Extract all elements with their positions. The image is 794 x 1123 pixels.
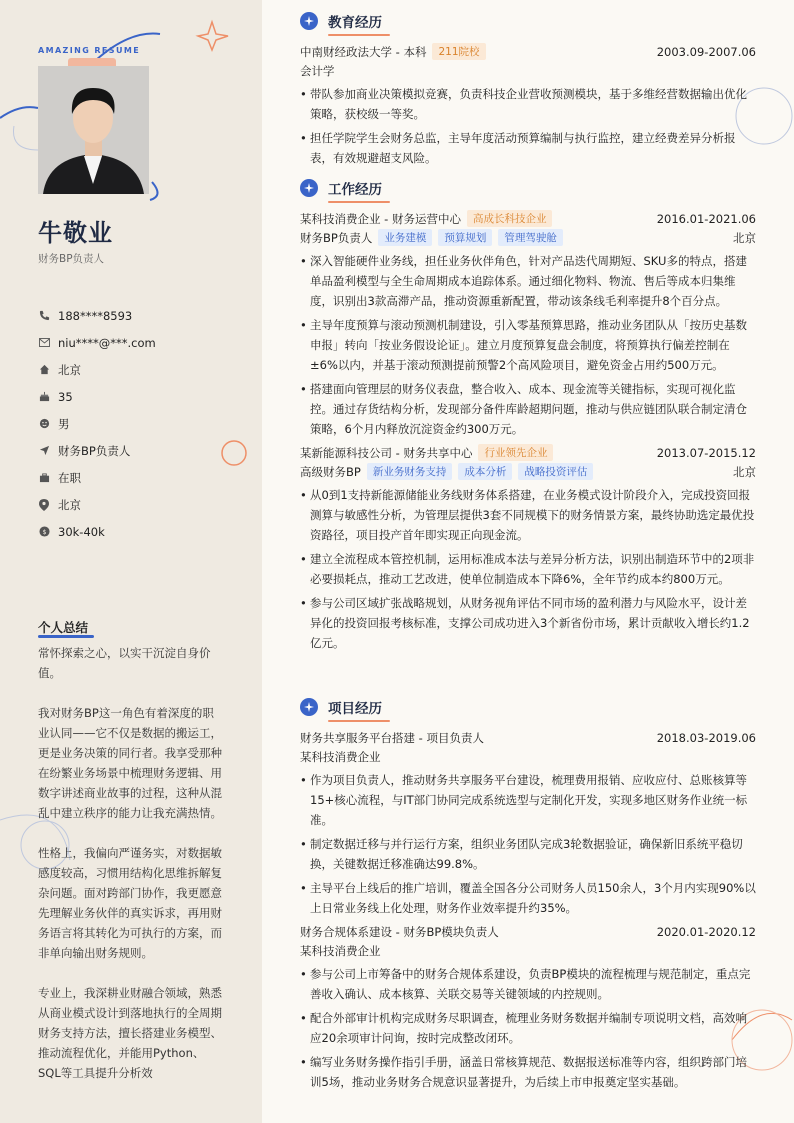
- email-icon: [38, 337, 50, 349]
- project-org: 某科技消费企业: [300, 749, 381, 764]
- location-text: 北京: [58, 497, 81, 512]
- skill-tag: 预算规划: [438, 229, 492, 246]
- bullet-item: • 搭建面向管理层的财务仪表盘，整合收入、成本、现金流等关键指标，实现可视化监控。通过存货结构分析，发现部分备件库龄超期问题，推动与供应链团队联合制定清仓策略，6个月内释放沉淀资金约300万元。: [300, 379, 756, 439]
- summary-heading: 个人总结: [38, 620, 89, 635]
- work-section: [300, 177, 756, 653]
- job-city: 北京: [733, 464, 756, 479]
- info-age: [38, 383, 156, 410]
- education-row: [300, 42, 756, 61]
- info-email: [38, 329, 156, 356]
- education-section: [300, 10, 756, 168]
- email-text: niu****@***.com: [58, 335, 156, 350]
- avatar: [38, 66, 149, 194]
- bullet-item: • 建立全流程成本管控机制，运用标准成本法与差异分析方法，识别出制造环节中的2项非必要损耗点，推动工艺改进，使单位制造成本下降6%，全年节约成本约800万元。: [300, 549, 756, 589]
- brand-label: AMAZING RESUME: [38, 46, 141, 55]
- info-gender: [38, 410, 156, 437]
- bullet-item: • 从0到1支持新能源储能业务线财务体系搭建，在业务模式设计阶段介入，完成投资回报测算与敏感性分析，为管理层提供3套不同规模下的财务情景方案，最终协助选定最优投资路径，项目投产首年即实现正向现金流。: [300, 485, 756, 545]
- project-org-row: [300, 941, 756, 960]
- summary-paragraph: 专业上，我深耕业财融合领域，熟悉从商业模式设计到落地执行的全周期财务支持方法，擅长搭建业务模型、推动流程优化，并能用Python、SQL等工具提升分析效: [38, 986, 222, 1080]
- age-text: 35: [58, 389, 73, 404]
- skill-tag: 战略投资评估: [518, 463, 593, 480]
- section-header: [300, 10, 756, 32]
- skill-tag: 管理驾驶舱: [498, 229, 563, 246]
- project-dates: 2020.01-2020.12: [656, 924, 756, 939]
- company-tag: 高成长科技企业: [467, 210, 553, 227]
- section-title: 教育经历: [328, 15, 382, 31]
- bullet-item: • 主导年度预算与滚动预测机制建设，引入零基预算思路，推动业务团队从「按历史基数申报」转向「按业务假设论证」。建立月度预算复盘会制度，将预算执行偏差控制在±6%以内，并基于滚动预测提前预警2个高风险项目，避免资金占用约500万元。: [300, 315, 756, 375]
- candidate-title: 财务BP负责人: [38, 253, 105, 265]
- company-name: 某新能源科技公司 - 财务共享中心: [300, 445, 473, 460]
- role-row: [300, 462, 756, 481]
- bullet-item: • 带队参加商业决策模拟竞赛，负责科技企业营收预测模块，基于多维经营数据输出优化策略，获校级一等奖。: [300, 84, 756, 124]
- job-row: [300, 209, 756, 228]
- sparkle-icon: [300, 698, 318, 716]
- section-underline: [328, 34, 390, 36]
- company-tag: 行业领先企业: [478, 444, 553, 461]
- projects-section: [300, 696, 756, 1092]
- position-text: 财务BP负责人: [58, 443, 131, 458]
- section-underline: [328, 201, 390, 203]
- project-org: 某科技消费企业: [300, 943, 381, 958]
- sidebar: [0, 0, 262, 1123]
- phone-text: 188****8593: [58, 308, 133, 323]
- info-status: [38, 464, 156, 491]
- role: 财务BP负责人: [300, 230, 373, 245]
- home-text: 北京: [58, 362, 81, 377]
- project-row: [300, 922, 756, 941]
- info-location: [38, 491, 156, 518]
- section-title: 项目经历: [328, 701, 382, 717]
- location-pin-icon: [38, 499, 50, 511]
- job-city: 北京: [733, 230, 756, 245]
- send-icon: [38, 445, 50, 457]
- project-dates: 2018.03-2019.06: [656, 730, 756, 745]
- role-row: [300, 228, 756, 247]
- bullet-item: • 制定数据迁移与并行运行方案，组织业务团队完成3轮数据验证，确保新旧系统平稳切换，关键数据迁移准确达99.8%。: [300, 834, 756, 874]
- main-content: [262, 0, 794, 1123]
- sparkle-icon: [300, 12, 318, 30]
- summary-paragraph: 我对财务BP这一角色有着深度的职业认同——它不仅是数据的搬运工，更是业务决策的同行者。我享受那种在纷繁业务场景中梳理财务逻辑、用数字讲述商业故事的过程，这种从混乱中建立秩序的能力让我充满热情。: [38, 706, 222, 820]
- bullet-item: • 编写业务财务操作指引手册，涵盖日常核算规范、数据报送标准等内容，组织跨部门培训5场，推动业务财务合规意识显著提升，为后续上市申报奠定坚实基础。: [300, 1052, 756, 1092]
- section-header: [300, 177, 756, 199]
- svg-text:$: $: [41, 527, 47, 536]
- candidate-name: 牛敬业: [38, 219, 113, 247]
- job-dates: 2016.01-2021.06: [656, 211, 756, 226]
- salary-text: 30k-40k: [58, 524, 105, 539]
- info-home: [38, 356, 156, 383]
- section-header: [300, 696, 756, 718]
- summary-paragraph: 性格上，我偏向严谨务实，对数据敏感度较高，习惯用结构化思维拆解复杂问题。面对跨部门协作，我更愿意先理解业务伙伴的真实诉求，再用财务语言将其转化为可执行的方案，而非单向输出财务规则。: [38, 846, 222, 960]
- school-tag: 211院校: [432, 43, 485, 60]
- bullet-item: • 主导平台上线后的推广培训，覆盖全国各分公司财务人员150余人，3个月内实现90%以上日常业务线上化处理，财务作业效率提升约35%。: [300, 878, 756, 918]
- info-position: [38, 437, 156, 464]
- bullet-item: • 深入智能硬件业务线，担任业务伙伴角色，针对产品迭代周期短、SKU多的特点，搭建单品盈利模型与全生命周期成本追踪体系。通过细化物料、物流、售后等成本归集维度，识别出3款高滞产品，推动资源重新配置，带动该条线毛利率提升8个百分点。: [300, 251, 756, 311]
- summary-text: [38, 643, 222, 1103]
- summary-paragraph: 常怀探索之心，以实干沉淀自身价值。: [38, 646, 211, 680]
- job-dates: 2013.07-2015.12: [656, 445, 756, 460]
- major: 会计学: [300, 63, 335, 78]
- project-row: [300, 728, 756, 747]
- skill-tag: 新业务财务支持: [367, 463, 453, 480]
- cake-icon: [38, 391, 50, 403]
- section-title: 工作经历: [328, 182, 382, 198]
- status-text: 在职: [58, 470, 81, 485]
- school-name: 中南财经政法大学 - 本科: [300, 44, 427, 59]
- education-dates: 2003.09-2007.06: [656, 44, 756, 59]
- sparkle-icon: [300, 179, 318, 197]
- company-name: 某科技消费企业 - 财务运营中心: [300, 211, 461, 226]
- major-row: [300, 61, 756, 80]
- info-phone: [38, 302, 156, 329]
- skill-tag: 成本分析: [458, 463, 512, 480]
- gender-icon: [38, 418, 50, 430]
- bullet-item: • 参与公司区域扩张战略规划，从财务视角评估不同市场的盈利潜力与风险水平，设计差异化的投资回报考核标准，支撑公司成功进入3个新省份市场，累计贡献收入增长约1.2亿元。: [300, 593, 756, 653]
- home-icon: [38, 364, 50, 376]
- skill-tag: 业务建模: [378, 229, 432, 246]
- project-name: 财务合规体系建设 - 财务BP模块负责人: [300, 924, 499, 939]
- briefcase-icon: [38, 472, 50, 484]
- bullet-item: • 参与公司上市筹备中的财务合规体系建设，负责BP模块的流程梳理与规范制定，重点完善收入确认、成本核算、关联交易等关键领域的内控规则。: [300, 964, 756, 1004]
- project-name: 财务共享服务平台搭建 - 项目负责人: [300, 730, 484, 745]
- job-row: [300, 443, 756, 462]
- project-org-row: [300, 747, 756, 766]
- phone-icon: [38, 310, 50, 322]
- salary-icon: [38, 526, 50, 538]
- bullet-item: • 配合外部审计机构完成财务尽职调查，梳理业务财务数据并编制专项说明文档，高效响应20余项审计问询，按时完成整改闭环。: [300, 1008, 756, 1048]
- gender-text: 男: [58, 416, 70, 431]
- bullet-item: • 担任学院学生会财务总监，主导年度活动预算编制与执行监控，建立经费差异分析报表，有效规避超支风险。: [300, 128, 756, 168]
- contact-info: [38, 302, 156, 545]
- summary-underline: [38, 635, 94, 638]
- info-salary: [38, 518, 156, 545]
- role: 高级财务BP: [300, 464, 361, 479]
- section-underline: [328, 720, 390, 722]
- bullet-item: • 作为项目负责人，推动财务共享服务平台建设，梳理费用报销、应收应付、总账核算等15+核心流程，与IT部门协同完成系统选型与定制化开发，实现多地区财务作业统一标准。: [300, 770, 756, 830]
